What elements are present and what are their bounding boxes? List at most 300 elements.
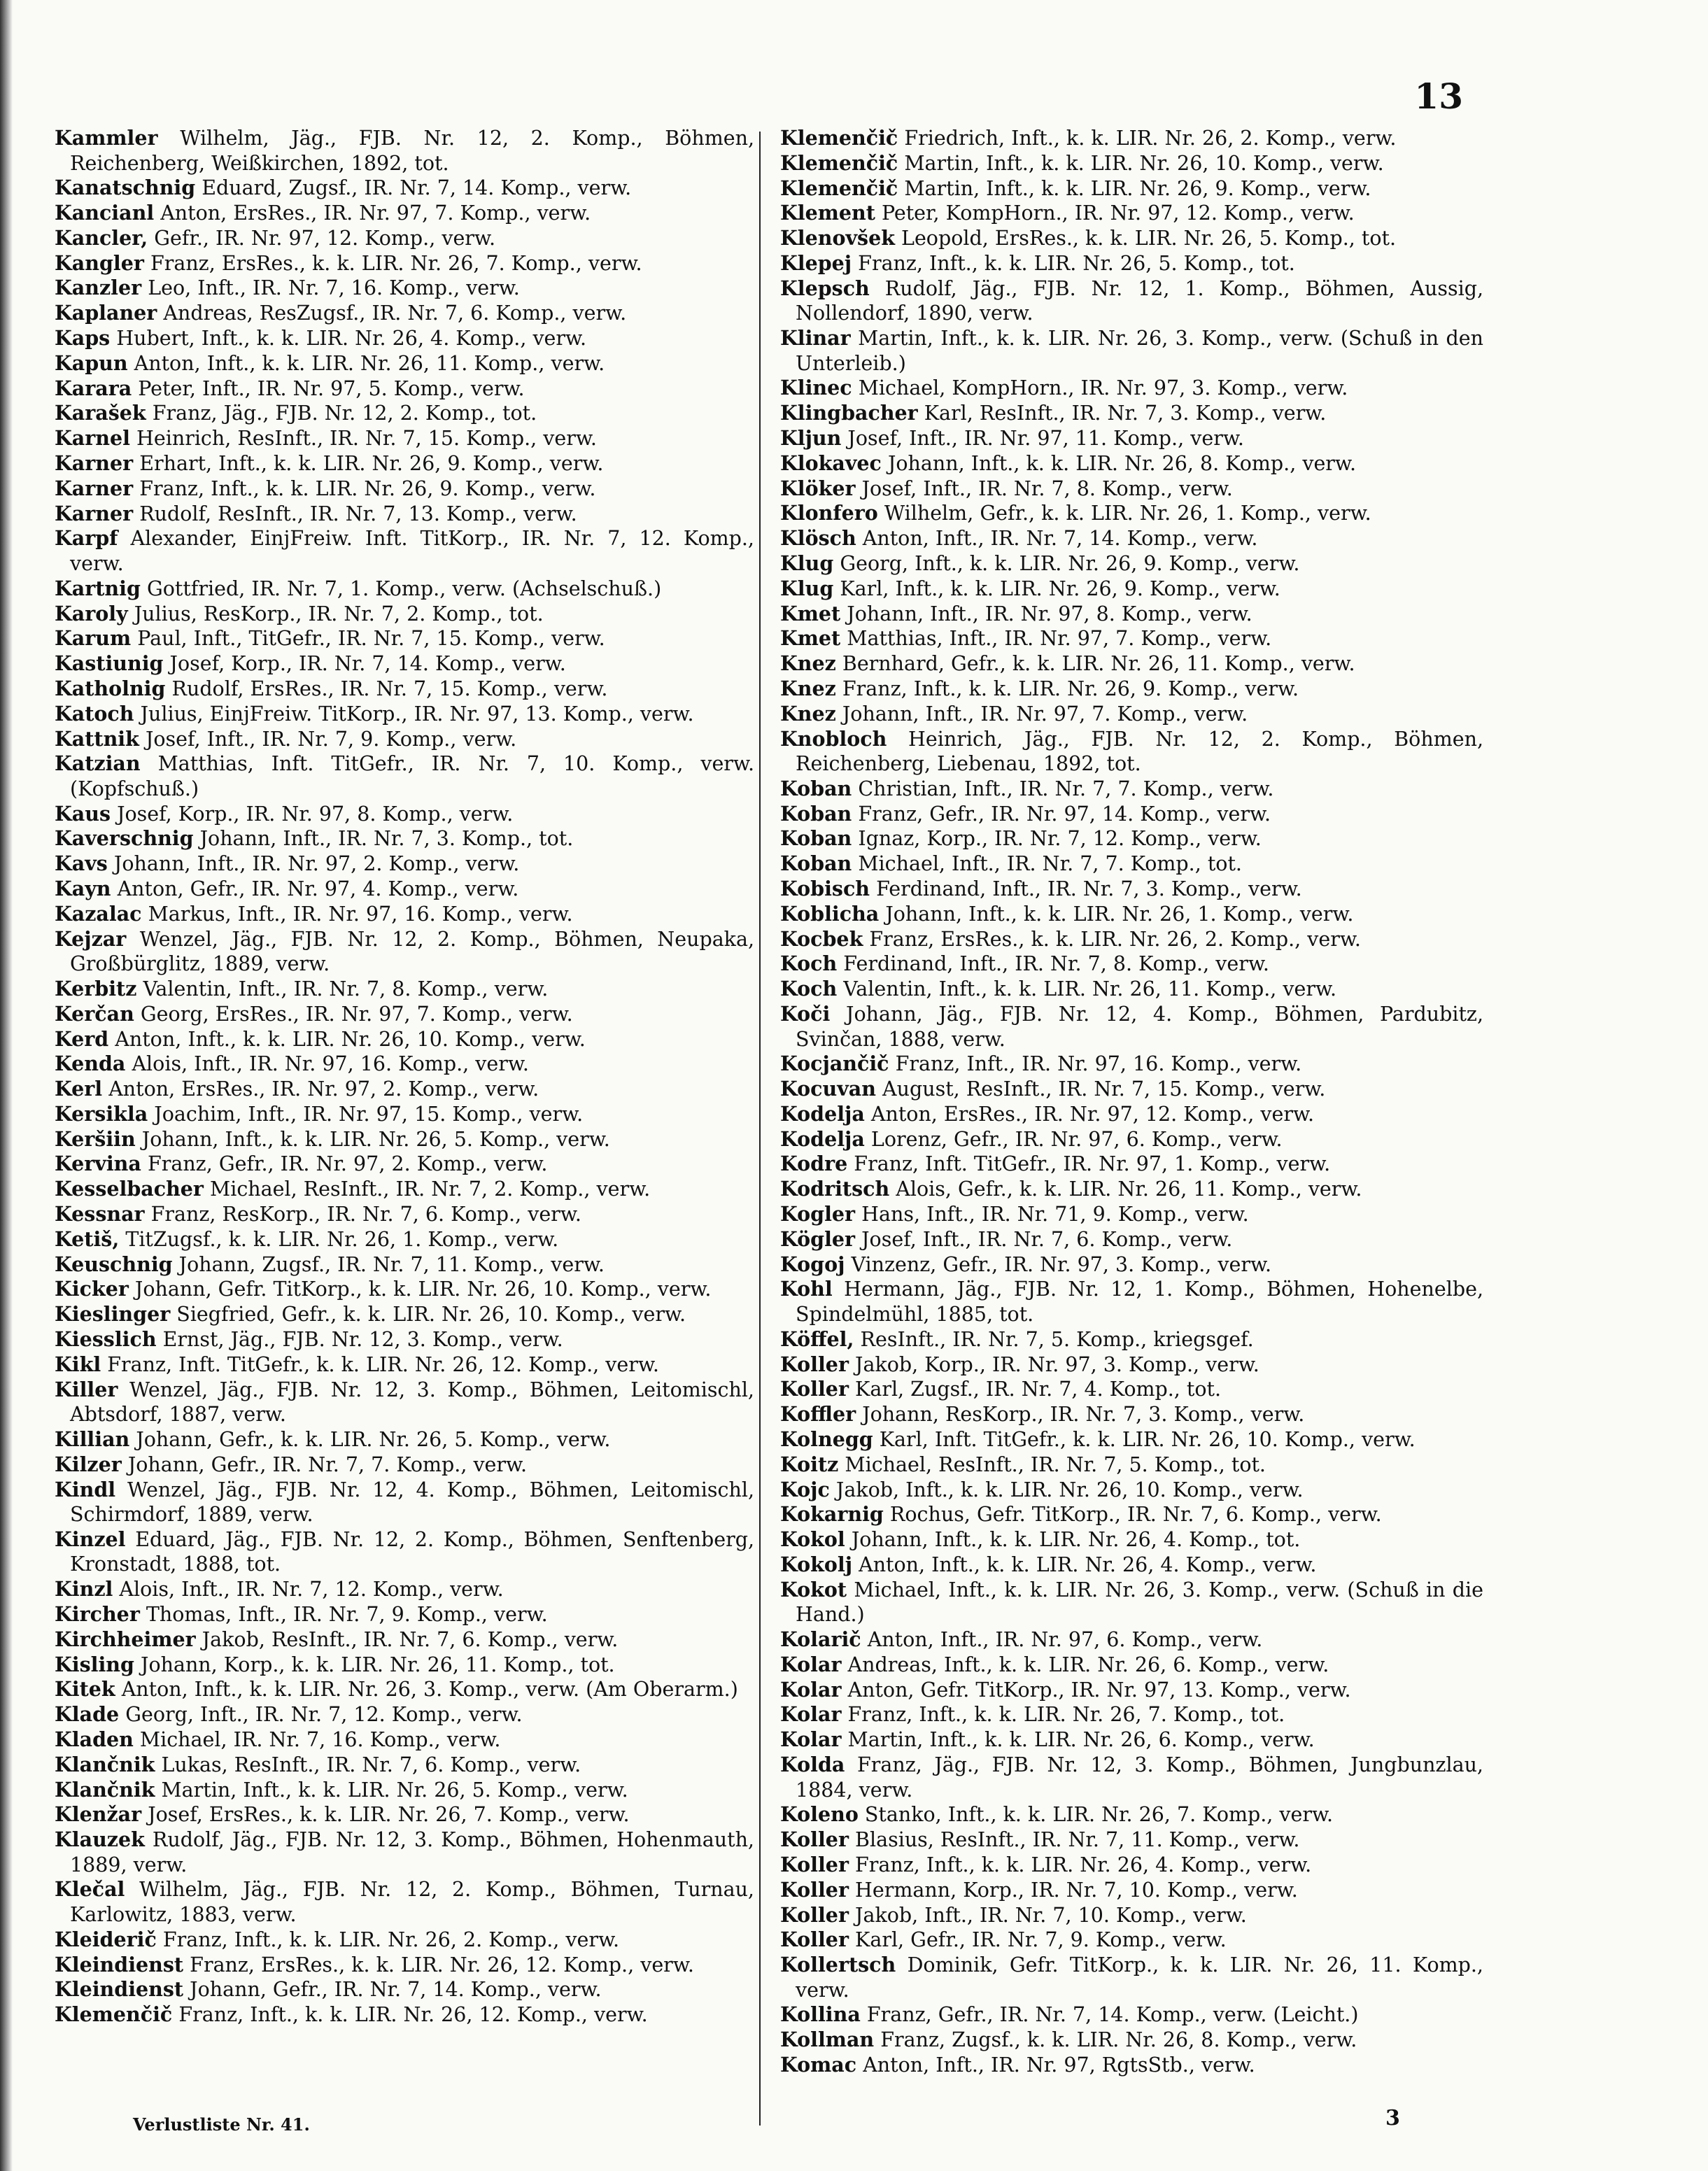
entry-details: Johann, Korp., k. k. LIR. Nr. 26, 11. Komp., tot. (141, 1653, 615, 1676)
entry-details: Johann, Gefr. TitKorp., k. k. LIR. Nr. 26, 10. Komp., verw. (134, 1278, 712, 1301)
entry-surname: Karum (55, 626, 132, 651)
entry-surname: Kervina (55, 1152, 141, 1176)
entry-surname: Klingbacher (780, 401, 918, 425)
casualty-entry (55, 677, 754, 702)
entry-surname: Kocjančič (780, 1052, 889, 1076)
entry-details: Ernst, Jäg., FJB. Nr. 12, 3. Komp., verw. (162, 1328, 563, 1352)
entry-details: Andreas, ResZugsf., IR. Nr. 7, 6. Komp., verw. (163, 302, 627, 325)
entry-surname: Kitek (55, 1677, 115, 1702)
casualty-entry (780, 626, 1483, 651)
entry-details: Karl, Inft., k. k. LIR. Nr. 26, 9. Komp., verw. (840, 577, 1280, 600)
entry-details: Blasius, ResInft., IR. Nr. 7, 11. Komp., verw. (855, 1828, 1300, 1852)
entry-surname: Klauzek (55, 1827, 145, 1852)
casualty-entry (780, 1953, 1483, 2002)
entry-details: August, ResInft., IR. Nr. 7, 15. Komp., verw. (882, 1077, 1326, 1101)
entry-details: Eduard, Zugsf., IR. Nr. 7, 14. Komp., verw. (202, 176, 632, 200)
entry-details: Wilhelm, Jäg., FJB. Nr. 12, 2. Komp., Böhmen, Turnau, Karlowitz, 1883, verw. (70, 1878, 754, 1926)
entry-surname: Koller (780, 1377, 849, 1401)
entry-surname: Kessnar (55, 1202, 145, 1226)
entry-details: Julius, EinjFreiw. TitKorp., IR. Nr. 97, 13. Komp., verw. (140, 702, 694, 726)
entry-surname: Kerbitz (55, 976, 137, 1000)
casualty-entry (55, 826, 754, 851)
casualty-entry (55, 376, 754, 402)
entry-surname: Koči (780, 1002, 831, 1026)
entry-surname: Klepej (780, 250, 852, 275)
casualty-entry (780, 977, 1483, 1002)
casualty-entry (55, 301, 754, 326)
entry-details: Matthias, Inft., IR. Nr. 97, 7. Komp., verw. (847, 627, 1272, 651)
entry-surname: Kogler (780, 1202, 856, 1226)
entry-surname: Klenovšek (780, 226, 895, 250)
entry-surname: Klenžar (55, 1802, 142, 1827)
entry-details: Franz, Inft. TitGefr., k. k. LIR. Nr. 26, 12. Komp., verw. (107, 1352, 659, 1376)
entry-details: Franz, ErsRes., k. k. LIR. Nr. 26, 12. Komp., verw. (190, 1953, 694, 1976)
entry-surname: Kmet (780, 626, 841, 651)
entry-surname: Koban (780, 851, 852, 876)
entry-surname: Kaplaner (55, 301, 157, 325)
casualty-entry (55, 1227, 754, 1252)
entry-details: Anton, ErsRes., IR. Nr. 97, 2. Komp., verw. (108, 1077, 539, 1101)
entry-surname: Koffler (780, 1402, 856, 1427)
casualty-entry (55, 1452, 754, 1478)
entry-surname: Kicker (55, 1277, 129, 1301)
entry-surname: Kavs (55, 851, 108, 876)
entry-details: Wenzel, Jäg., FJB. Nr. 12, 2. Komp., Böhmen, Neupaka, Großbürglitz, 1889, verw. (70, 927, 755, 976)
casualty-entry (780, 1827, 1483, 1853)
entry-surname: Koban (780, 776, 852, 800)
casualty-entry (55, 1378, 754, 1427)
casualty-entry (55, 877, 754, 902)
casualty-entry (780, 1177, 1483, 1202)
casualty-entry (780, 1578, 1483, 1627)
entry-details: Peter, Inft., IR. Nr. 97, 5. Komp., verw. (138, 376, 525, 400)
page-binding-edge (0, 0, 13, 2171)
entry-surname: Klösch (780, 526, 856, 551)
entry-surname: Karoly (55, 601, 128, 625)
entry-details: Johann, Zugsf., IR. Nr. 7, 11. Komp., verw. (178, 1252, 605, 1276)
casualty-entry (55, 577, 754, 602)
entry-surname: Karnel (55, 426, 130, 451)
entry-details: Johann, Inft., k. k. LIR. Nr. 26, 8. Komp., verw. (887, 451, 1357, 475)
entry-details: Karl, ResInft., IR. Nr. 7, 3. Komp., verw. (924, 402, 1327, 425)
casualty-entry (55, 1953, 754, 1978)
casualty-entry (780, 1653, 1483, 1678)
entry-surname: Kaps (55, 326, 111, 351)
entry-surname: Karner (55, 451, 134, 476)
casualty-entry (780, 651, 1483, 677)
entry-details: Franz, Inft., IR. Nr. 97, 16. Komp., verw. (895, 1052, 1302, 1076)
casualty-entry (55, 1877, 754, 1927)
entry-details: Franz, Inft. TitGefr., IR. Nr. 97, 1. Komp., verw. (854, 1152, 1331, 1176)
entry-surname: Kancler, (55, 225, 148, 250)
casualty-entry (55, 1702, 754, 1727)
casualty-entry (780, 1802, 1483, 1827)
entry-details: Alois, Inft., IR. Nr. 97, 16. Komp., verw. (132, 1052, 529, 1076)
entry-details: Rudolf, Jäg., FJB. Nr. 12, 1. Komp., Böhmen, Aussig, Nollendorf, 1890, verw. (796, 276, 1484, 325)
casualty-entry (780, 602, 1483, 627)
entry-surname: Kersikla (55, 1101, 148, 1126)
entry-surname: Kodritsch (780, 1177, 890, 1201)
entry-surname: Kesselbacher (55, 1177, 204, 1201)
casualty-entry (55, 1427, 754, 1452)
entry-details: Leopold, ErsRes., k. k. LIR. Nr. 26, 5. Komp., tot. (901, 227, 1397, 250)
casualty-entry (780, 777, 1483, 802)
entry-surname: Keuschnig (55, 1252, 173, 1276)
casualty-entry (55, 426, 754, 451)
casualty-entry (780, 826, 1483, 851)
casualty-entry (780, 1352, 1483, 1378)
casualty-entry (55, 802, 754, 827)
casualty-entry (780, 1377, 1483, 1402)
casualty-entry (55, 401, 754, 426)
entry-surname: Klečal (55, 1877, 125, 1902)
entry-surname: Klančnik (55, 1777, 155, 1802)
entry-surname: Karner (55, 501, 134, 525)
entry-details: Matthias, Inft. TitGefr., IR. Nr. 7, 10. Komp., verw. (Kopfschuß.) (70, 752, 755, 800)
entry-surname: Kartnig (55, 576, 141, 600)
entry-surname: Kollman (780, 2028, 875, 2052)
entry-surname: Kogoj (780, 1252, 845, 1276)
entry-details: Gefr., IR. Nr. 97, 12. Komp., verw. (154, 226, 496, 250)
entry-details: Wilhelm, Gefr., k. k. LIR. Nr. 26, 1. Komp., verw. (884, 502, 1371, 525)
entry-details: Julius, ResKorp., IR. Nr. 7, 2. Komp., tot. (134, 602, 544, 625)
entry-surname: Kanatschnig (55, 176, 196, 200)
casualty-entry (780, 1152, 1483, 1177)
casualty-entry (780, 151, 1483, 176)
entry-surname: Koller (780, 1928, 849, 1952)
entry-details: Franz, Inft., k. k. LIR. Nr. 26, 9. Komp., verw. (139, 476, 596, 500)
entry-surname: Kobisch (780, 877, 870, 901)
entry-surname: Kindl (55, 1477, 116, 1501)
entry-details: Ferdinand, Inft., IR. Nr. 7, 3. Komp., verw. (876, 877, 1302, 901)
entry-details: Michael, KompHorn., IR. Nr. 97, 3. Komp., verw. (858, 376, 1348, 400)
entry-surname: Klug (780, 576, 834, 600)
casualty-entry (55, 1002, 754, 1027)
casualty-entry (55, 1827, 754, 1877)
entry-surname: Kodelja (780, 1101, 865, 1126)
entry-details: Johann, Inft., IR. Nr. 7, 3. Komp., tot. (199, 827, 574, 851)
casualty-entry (55, 1602, 754, 1627)
entry-details: Michael, Inft., IR. Nr. 7, 7. Komp., tot. (858, 852, 1242, 876)
entry-surname: Kaus (55, 801, 111, 826)
entry-details: Bernhard, Gefr., k. k. LIR. Nr. 26, 11. Komp., verw. (842, 652, 1355, 676)
casualty-entry (780, 1402, 1483, 1427)
entry-details: Martin, Inft., k. k. LIR. Nr. 26, 10. Komp., verw. (904, 151, 1384, 175)
casualty-entry (780, 851, 1483, 877)
entry-details: Siegfried, Gefr., k. k. LIR. Nr. 26, 10. Komp., verw. (176, 1303, 686, 1327)
casualty-entry (780, 1427, 1483, 1452)
entry-details: Johann, Inft., k. k. LIR. Nr. 26, 1. Komp., verw. (885, 902, 1354, 926)
entry-surname: Kanzler (55, 276, 142, 300)
casualty-entry (55, 2002, 754, 2028)
entry-surname: Kodelja (780, 1126, 865, 1151)
entry-surname: Kinzl (55, 1577, 113, 1601)
casualty-entry (55, 1577, 754, 1602)
entry-details: Lukas, ResInft., IR. Nr. 7, 6. Komp., verw. (161, 1753, 581, 1776)
entry-details: Franz, Jäg., FJB. Nr. 12, 2. Komp., tot. (152, 402, 537, 425)
casualty-entry (780, 1727, 1483, 1753)
casualty-entry (55, 201, 754, 226)
entry-details: Lorenz, Gefr., IR. Nr. 97, 6. Komp., verw. (870, 1127, 1283, 1151)
entry-surname: Klančnik (55, 1752, 155, 1776)
entry-details: Franz, Inft., k. k. LIR. Nr. 26, 2. Komp., verw. (162, 1928, 620, 1951)
entry-details: Franz, ErsRes., k. k. LIR. Nr. 26, 7. Komp., verw. (150, 251, 642, 275)
entry-details: Franz, ErsRes., k. k. LIR. Nr. 26, 2. Komp., verw. (869, 927, 1361, 951)
entry-surname: Katholnig (55, 676, 166, 700)
entry-details: Hubert, Inft., k. k. LIR. Nr. 26, 4. Komp., verw. (116, 327, 587, 351)
entry-details: Michael, Inft., k. k. LIR. Nr. 26, 3. Komp., verw. (Schuß in die Hand.) (796, 1578, 1483, 1627)
entry-details: Ignaz, Korp., IR. Nr. 7, 12. Komp., verw. (858, 827, 1262, 851)
entry-details: Markus, Inft., IR. Nr. 97, 16. Komp., verw. (148, 902, 573, 926)
entry-surname: Kolar (780, 1677, 842, 1702)
entry-surname: Kojc (780, 1477, 830, 1501)
entry-details: ResInft., IR. Nr. 7, 5. Komp., kriegsgef. (860, 1327, 1254, 1351)
casualty-entry (780, 1627, 1483, 1653)
entry-surname: Karner (55, 476, 134, 500)
entry-details: Franz, Inft., k. k. LIR. Nr. 26, 4. Komp., verw. (855, 1853, 1312, 1876)
entry-surname: Kerl (55, 1077, 103, 1101)
entry-surname: Kangler (55, 250, 144, 275)
entry-surname: Kocuvan (780, 1077, 876, 1101)
casualty-entry (780, 1478, 1483, 1503)
entry-surname: Kancianl (55, 201, 155, 225)
entry-details: Erhart, Inft., k. k. LIR. Nr. 26, 9. Komp., verw. (139, 452, 604, 476)
casualty-entry (55, 1327, 754, 1352)
casualty-entry (780, 1002, 1483, 1052)
casualty-entry (55, 1653, 754, 1678)
entry-details: Johann, Gefr., IR. Nr. 7, 7. Komp., verw. (127, 1452, 528, 1476)
entry-details: Franz, Inft., k. k. LIR. Nr. 26, 7. Komp., tot. (847, 1703, 1285, 1727)
casualty-entry (780, 1202, 1483, 1227)
casualty-entry (780, 376, 1483, 401)
entry-details: Josef, Inft., IR. Nr. 7, 8. Komp., verw. (861, 476, 1233, 500)
entry-details: Josef, Inft., IR. Nr. 97, 11. Komp., verw. (847, 426, 1244, 450)
entry-details: Anton, Inft., IR. Nr. 97, 6. Komp., verw. (867, 1628, 1263, 1652)
entry-surname: Kolar (780, 1702, 842, 1727)
casualty-entry (780, 1753, 1483, 1802)
entry-details: Jakob, Inft., k. k. LIR. Nr. 26, 10. Komp., verw. (835, 1478, 1304, 1501)
casualty-entry (55, 526, 754, 576)
entry-details: Anton, Inft., k. k. LIR. Nr. 26, 4. Komp., verw. (859, 1553, 1317, 1576)
casualty-entry (780, 1903, 1483, 1928)
entry-surname: Knobloch (780, 726, 887, 751)
entry-surname: Klinec (780, 376, 852, 400)
casualty-entry (55, 276, 754, 301)
casualty-entry (780, 677, 1483, 702)
casualty-entry (55, 226, 754, 251)
entry-details: Karl, Gefr., IR. Nr. 7, 9. Komp., verw. (855, 1928, 1227, 1952)
entry-details: Johann, Gefr., IR. Nr. 7, 14. Komp., verw. (190, 1978, 602, 2002)
entry-surname: Killian (55, 1427, 130, 1451)
entry-surname: Kammler (55, 126, 158, 150)
casualty-entry (55, 326, 754, 351)
entry-details: Franz, ResKorp., IR. Nr. 7, 6. Komp., verw. (150, 1203, 581, 1226)
entry-surname: Kmet (780, 601, 841, 625)
entry-surname: Knez (780, 676, 836, 700)
casualty-entry (55, 1753, 754, 1778)
entry-surname: Köffel, (780, 1327, 854, 1351)
entry-surname: Kollina (780, 2002, 861, 2027)
entry-details: Johann, Gefr., k. k. LIR. Nr. 26, 5. Komp., verw. (136, 1427, 611, 1451)
casualty-entry (55, 1177, 754, 1202)
entry-surname: Karara (55, 376, 132, 400)
casualty-entry (780, 276, 1483, 326)
casualty-entry (780, 176, 1483, 201)
casualty-entry (780, 1327, 1483, 1352)
entry-details: Alois, Gefr., k. k. LIR. Nr. 26, 11. Komp., verw. (896, 1178, 1362, 1201)
entry-surname: Kieslinger (55, 1302, 171, 1327)
entry-surname: Klug (780, 551, 834, 575)
entry-surname: Kiesslich (55, 1327, 157, 1352)
casualty-entry (55, 977, 754, 1002)
entry-details: Johann, ResKorp., IR. Nr. 7, 3. Komp., verw. (862, 1403, 1305, 1427)
casualty-entry (55, 502, 754, 527)
entry-details: Martin, Inft., k. k. LIR. Nr. 26, 6. Komp., verw. (847, 1728, 1315, 1752)
entry-details: Johann, Jäg., FJB. Nr. 12, 4. Komp., Böhmen, Pardubitz, Svinčan, 1888, verw. (796, 1003, 1483, 1051)
entry-surname: Koller (780, 1902, 849, 1927)
entry-surname: Katzian (55, 751, 141, 776)
entry-surname: Kattnik (55, 726, 139, 751)
entry-details: Georg, Inft., IR. Nr. 7, 12. Komp., verw. (125, 1703, 523, 1727)
entry-details: Rudolf, ResInft., IR. Nr. 7, 13. Komp., verw. (139, 502, 577, 525)
entry-details: Anton, Gefr. TitKorp., IR. Nr. 97, 13. Komp., verw. (847, 1678, 1351, 1702)
entry-details: Joachim, Inft., IR. Nr. 97, 15. Komp., verw. (154, 1102, 584, 1126)
entry-details: Alois, Inft., IR. Nr. 7, 12. Komp., verw. (119, 1578, 504, 1601)
entry-surname: Koch (780, 952, 838, 976)
entry-details: Franz, Inft., k. k. LIR. Nr. 26, 12. Komp., verw. (178, 2003, 648, 2027)
entry-surname: Klement (780, 201, 875, 225)
entry-surname: Kleiderič (55, 1927, 157, 1951)
entry-surname: Kögler (780, 1226, 856, 1251)
entry-details: Martin, Inft., k. k. LIR. Nr. 26, 3. Komp., verw. (Schuß in den Unterleib.) (796, 327, 1483, 375)
entry-surname: Koller (780, 1852, 849, 1876)
casualty-entry (780, 727, 1483, 777)
entry-surname: Kocbek (780, 926, 863, 951)
entry-details: Martin, Inft., k. k. LIR. Nr. 26, 9. Komp., verw. (904, 176, 1371, 200)
casualty-entry (780, 501, 1483, 526)
page-number: 13 (1414, 76, 1463, 117)
casualty-entry (780, 526, 1483, 551)
casualty-entry (55, 1252, 754, 1278)
entry-details: Dominik, Gefr. TitKorp., k. k. LIR. Nr. 26, 11. Komp., verw. (796, 1953, 1483, 2002)
entry-details: Franz, Gefr., IR. Nr. 7, 14. Komp., verw. (Leicht.) (866, 2003, 1359, 2027)
entry-details: Johann, Inft., IR. Nr. 97, 2. Komp., verw. (113, 852, 520, 876)
casualty-entry (780, 1452, 1483, 1478)
entry-surname: Klonfero (780, 501, 878, 525)
casualty-entry (55, 1302, 754, 1327)
entry-surname: Kaverschnig (55, 826, 194, 851)
casualty-entry (780, 1277, 1483, 1327)
casualty-entry (55, 476, 754, 502)
casualty-entry (55, 1077, 754, 1102)
casualty-entry (780, 2053, 1483, 2078)
casualty-entry (780, 1878, 1483, 1903)
entry-details: Anton, Inft., IR. Nr. 97, RgtsStb., verw. (863, 2053, 1255, 2077)
right-column (780, 126, 1483, 2078)
entry-surname: Kenda (55, 1052, 126, 1076)
casualty-entry (780, 927, 1483, 952)
casualty-entry (780, 902, 1483, 927)
casualty-entry (55, 1627, 754, 1653)
entry-details: Alexander, EinjFreiw. Inft. TitKorp., IR. Nr. 7, 12. Komp., verw. (70, 527, 754, 575)
entry-surname: Kapun (55, 351, 128, 375)
entry-surname: Klemenčič (780, 126, 898, 150)
casualty-entry (55, 602, 754, 627)
entry-details: Peter, KompHorn., IR. Nr. 97, 12. Komp., verw. (881, 201, 1355, 225)
entry-surname: Kejzar (55, 926, 127, 951)
entry-details: Wenzel, Jäg., FJB. Nr. 12, 3. Komp., Böhmen, Leitomischl, Abtsdorf, 1887, verw. (70, 1378, 754, 1427)
entry-details: Franz, Gefr., IR. Nr. 97, 2. Komp., verw. (147, 1152, 548, 1176)
entry-details: Anton, Gefr., IR. Nr. 97, 4. Komp., verw. (117, 877, 519, 901)
entry-details: Vinzenz, Gefr., IR. Nr. 97, 3. Komp., verw. (851, 1252, 1272, 1276)
entry-surname: Katoch (55, 701, 134, 726)
entry-surname: Kodre (780, 1152, 848, 1176)
entry-details: Georg, Inft., k. k. LIR. Nr. 26, 9. Komp., verw. (840, 551, 1300, 575)
entry-details: Josef, Korp., IR. Nr. 97, 8. Komp., verw. (117, 802, 514, 826)
casualty-entry (55, 1152, 754, 1177)
entry-details: Eduard, Jäg., FJB. Nr. 12, 2. Komp., Böhmen, Senftenberg, Kronstadt, 1888, tot. (70, 1527, 755, 1576)
entry-details: Rochus, Gefr. TitKorp., IR. Nr. 7, 6. Komp., verw. (889, 1503, 1382, 1527)
casualty-entry (55, 1802, 754, 1827)
entry-details: Johann, Inft., k. k. LIR. Nr. 26, 5. Komp., verw. (141, 1127, 610, 1151)
casualty-entry (55, 1052, 754, 1077)
entry-surname: Kokol (780, 1527, 845, 1552)
casualty-entry (55, 1027, 754, 1052)
entry-surname: Kerd (55, 1026, 109, 1051)
casualty-entry (780, 1227, 1483, 1252)
entry-details: Anton, Inft., IR. Nr. 7, 14. Komp., verw. (862, 527, 1258, 551)
entry-details: Friedrich, Inft., k. k. LIR. Nr. 26, 2. Komp., verw. (904, 127, 1397, 150)
casualty-entry (55, 851, 754, 877)
entry-details: Hermann, Jäg., FJB. Nr. 12, 1. Komp., Böhmen, Hohenelbe, Spindelmühl, 1885, tot. (796, 1278, 1483, 1326)
entry-details: Jakob, ResInft., IR. Nr. 7, 6. Komp., verw. (202, 1627, 619, 1651)
entry-surname: Klepsch (780, 276, 870, 300)
entry-details: Karl, Zugsf., IR. Nr. 7, 4. Komp., tot. (855, 1378, 1222, 1401)
casualty-entry (780, 877, 1483, 902)
entry-surname: Koch (780, 977, 838, 1001)
casualty-entry (55, 1102, 754, 1127)
entry-details: Rudolf, Jäg., FJB. Nr. 12, 3. Komp., Böhmen, Hohenmauth, 1889, verw. (70, 1828, 754, 1876)
entry-surname: Knez (780, 651, 836, 676)
entry-details: Johann, Inft., IR. Nr. 97, 8. Komp., verw. (847, 602, 1252, 625)
entry-surname: Kastiunig (55, 651, 164, 676)
casualty-entry (780, 1702, 1483, 1727)
entry-details: Heinrich, ResInft., IR. Nr. 7, 15. Komp., verw. (136, 427, 597, 451)
entry-surname: Kayn (55, 877, 111, 901)
casualty-entry (55, 1928, 754, 1953)
entry-surname: Koller (780, 1352, 849, 1376)
entry-details: Gottfried, IR. Nr. 7, 1. Komp., verw. (Achselschuß.) (146, 577, 662, 600)
casualty-entry (55, 651, 754, 677)
entry-surname: Ketiš, (55, 1226, 120, 1251)
entry-surname: Komac (780, 2052, 857, 2077)
entry-details: Hans, Inft., IR. Nr. 71, 9. Komp., verw. (861, 1203, 1249, 1226)
casualty-entry (55, 1277, 754, 1302)
casualty-entry (55, 902, 754, 927)
entry-details: Michael, ResInft., IR. Nr. 7, 2. Komp., verw. (210, 1178, 651, 1201)
entry-details: Heinrich, Jäg., FJB. Nr. 12, 2. Komp., Böhmen, Reichenberg, Liebenau, 1892, tot. (796, 727, 1484, 776)
entry-surname: Koller (780, 1827, 849, 1852)
entry-details: Johann, Inft., IR. Nr. 97, 7. Komp., verw. (842, 702, 1248, 726)
entry-details: Leo, Inft., IR. Nr. 7, 16. Komp., verw. (148, 276, 520, 300)
casualty-entry (780, 451, 1483, 476)
entry-details: Michael, IR. Nr. 7, 16. Komp., verw. (139, 1727, 501, 1751)
entry-surname: Kilzer (55, 1452, 122, 1476)
entry-details: Josef, Inft., IR. Nr. 7, 6. Komp., verw. (861, 1227, 1233, 1251)
entry-surname: Kleindienst (55, 1952, 184, 1976)
casualty-entry (55, 927, 754, 977)
entry-details: Anton, Inft., k. k. LIR. Nr. 26, 3. Komp., verw. (Am Oberarm.) (121, 1678, 738, 1702)
